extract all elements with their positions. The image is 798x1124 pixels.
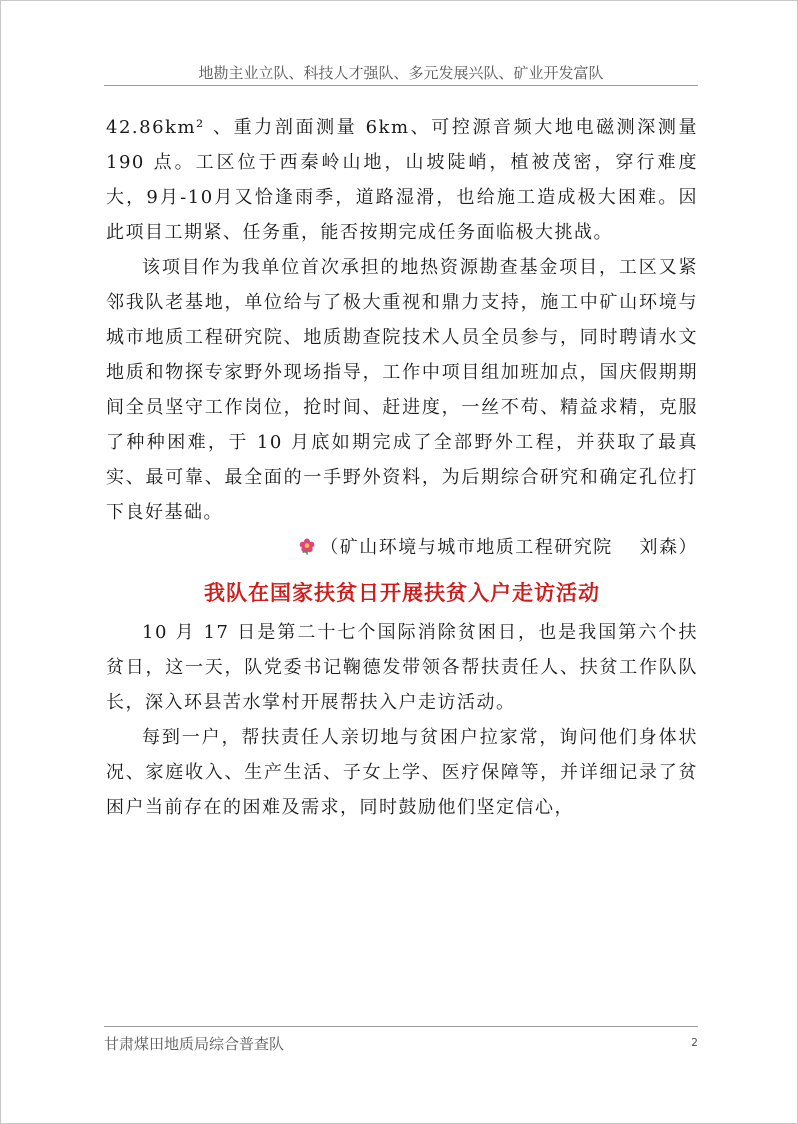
article2-title: 我队在国家扶贫日开展扶贫入户走访活动 — [204, 581, 600, 605]
article1-paragraph-2: 该项目作为我单位首次承担的地热资源勘查基金项目，工区又紧邻我队老基地，单位给与了极大重视和鼎力支持，施工中矿山环境与城市地质工程研究院、地质勘查院技术人员全员参与，同时聘请水文地质和物探专家野外现场指导，工作中项目组加班加点，国庆假期期间全员坚守工作岗位，抢时间、赶进度，一丝不苟、精益求精，克服了种种困难，于 10 月底如期完成了全部野外工程，并获取了最真实、最可靠、最全面的一手野外资料，为后期综合研究和确定孔位打下良好基础。 — [106, 257, 698, 523]
article1-paragraph-1: 42.86km² 、重力剖面测量 6km、可控源音频大地电磁测深测量190 点。工区位于西秦岭山地，山坡陡峭，植被茂密，穿行难度大，9月-10月又恰逢雨季，道路湿滑，也给施工造成极大困难。因此项目工期紧、任务重，能否按期完成任务面临极大挑战。 — [106, 117, 698, 243]
page-header-slogan: 地勘主业立队、科技人才强队、多元发展兴队、矿业开发富队 — [198, 64, 604, 82]
article2-paragraph-1: 10 月 17 日是第二十七个国际消除贫困日，也是我国第六个扶贫日，这一天，队党委书记鞠德发带领各帮扶责任人、扶贫工作队队长，深入环县苦水掌村开展帮扶入户走访活动。 — [106, 622, 698, 713]
article1-byline — [106, 530, 698, 565]
page-number: 2 — [691, 1036, 698, 1049]
footer-divider — [104, 1026, 698, 1027]
header-divider — [104, 85, 698, 86]
flower-icon — [298, 537, 316, 555]
article1-byline-text: （矿山环境与城市地质工程研究院 刘森） — [320, 537, 698, 558]
document-body — [106, 110, 698, 825]
footer-organization: 甘肃煤田地质局综合普查队 — [104, 1035, 285, 1053]
article2-paragraph-2: 每到一户，帮扶责任人亲切地与贫困户拉家常，询问他们身体状况、家庭收入、生产生活、子女上学、医疗保障等，并详细记录了贫困户当前存在的困难及需求，同时鼓励他们坚定信心， — [106, 727, 698, 818]
